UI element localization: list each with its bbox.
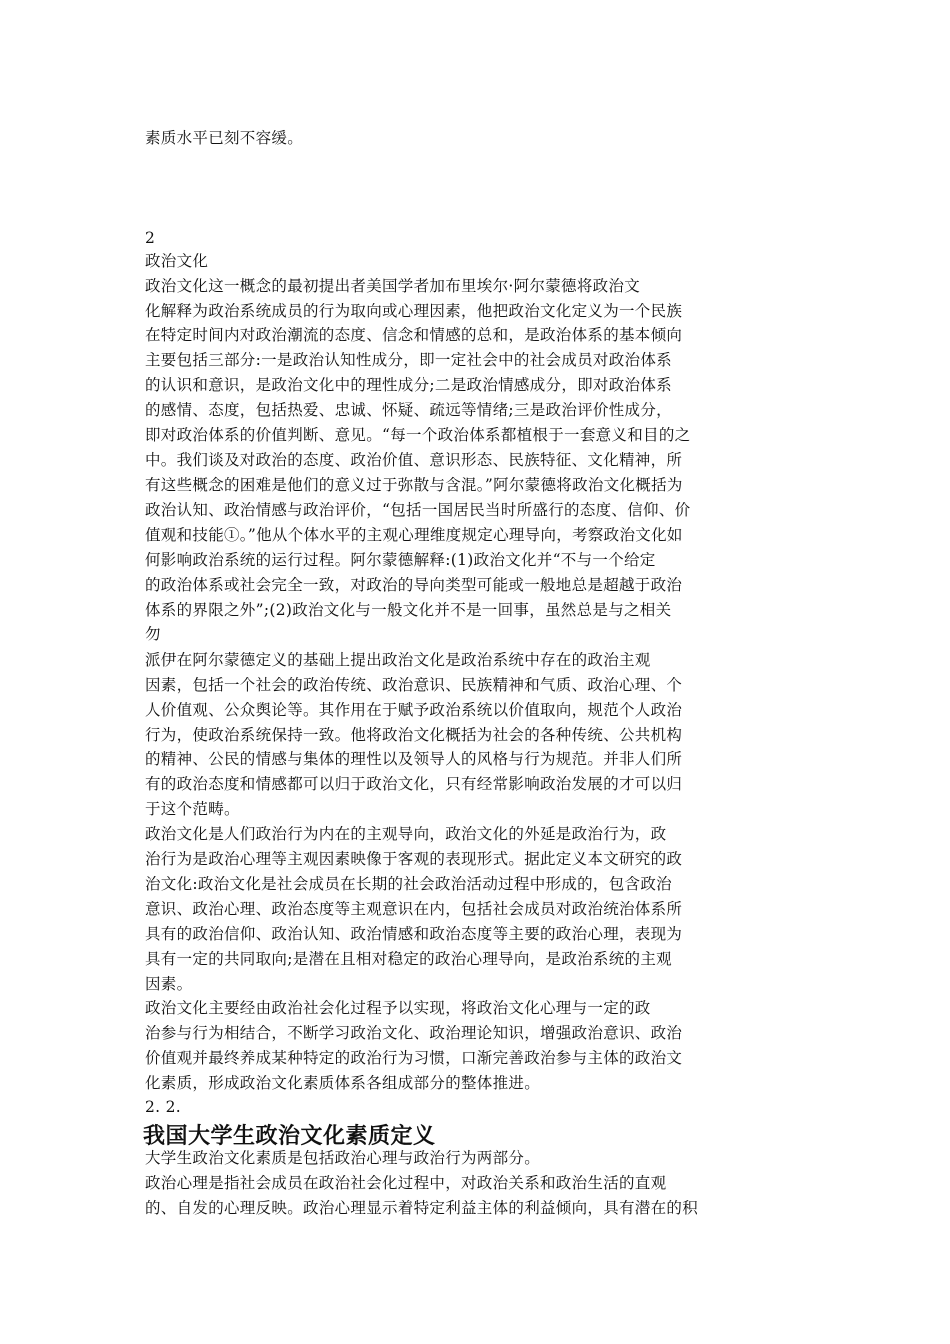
text-line: 化素质，形成政治文化素质体系各组成部分的整体推进。 <box>145 1074 541 1092</box>
text-line: 因素，包括一个社会的政治传统、政治意识、民族精神和气质、政治心理、个 <box>145 676 683 694</box>
text-line: 政治认知、政治情感与政治评价，“包括一国居民当时所盛行的态度、信仰、价 <box>145 501 691 519</box>
text-line: 的感情、态度，包括热爱、忠诚、怀疑、疏远等情绪;三是政治评价性成分， <box>145 401 672 419</box>
text-line: 素质水平已刻不容缓。 <box>145 129 304 147</box>
text-line: 具有的政治信仰、政治认知、政治情感和政治态度等主要的政治心理，表现为 <box>145 925 683 943</box>
text-line: 即对政治体系的价值判断、意见。“每一个政治体系都植根于一套意义和目的之 <box>145 426 691 444</box>
text-line: 治参与行为相结合，不断学习政治文化、政治理论知识，增强政治意识、政治 <box>145 1024 683 1042</box>
text-line: 中。我们谈及对政治的态度、政治价值、意识形态、民族特征、文化精神，所 <box>145 451 683 469</box>
text-line: 体系的界限之外”;(2)政治文化与一般文化并不是一回事，虽然总是与之相关 <box>145 601 672 619</box>
text-line: 的精神、公民的情感与集体的理性以及领导人的风格与行为规范。并非人们所 <box>145 750 683 768</box>
text-line: 的政治体系或社会完全一致，对政治的导向类型可能或一般地总是超越于政治 <box>145 576 683 594</box>
text-line: 政治心理是指社会成员在政治社会化过程中，对政治关系和政治生活的直观 <box>145 1174 667 1192</box>
text-line: 价值观并最终养成某种特定的政治行为习惯，口渐完善政治参与主体的政治文 <box>145 1049 683 1067</box>
text-line: 因素。 <box>145 975 193 993</box>
text-line: 何影响政治系统的运行过程。阿尔蒙德解释:(1)政治文化并“不与一个给定 <box>145 551 656 569</box>
text-line: 勿 <box>145 625 161 643</box>
text-line: 在特定时间内对政治潮流的态度、信念和情感的总和，是政治体系的基本倾向 <box>145 326 683 344</box>
text-line: 于这个范畴。 <box>145 800 240 818</box>
text-line: 治行为是政治心理等主观因素映像于客观的表现形式。据此定义本文研究的政 <box>145 850 683 868</box>
subsection-number: 2. 2. <box>145 1098 182 1116</box>
text-line: 的、自发的心理反映。政治心理显示着特定利益主体的利益倾向，具有潜在的积 <box>145 1199 699 1217</box>
section-title: 政治文化 <box>145 252 209 270</box>
text-line: 派伊在阿尔蒙德定义的基础上提出政治文化是政治系统中存在的政治主观 <box>145 651 651 669</box>
text-line: 值观和技能①。”他从个体水平的主观心理维度规定心理导向，考察政治文化如 <box>145 526 683 544</box>
text-line: 的认识和意识，是政治文化中的理性成分;二是政治情感成分，即对政治体系 <box>145 376 672 394</box>
subsection-heading: 我国大学生政治文化素质定义 <box>143 1123 436 1149</box>
text-line: 有的政治态度和情感都可以归于政治文化，只有经常影响政治发展的才可以归 <box>145 775 683 793</box>
text-line: 有这些概念的困难是他们的意义过于弥散与含混。”阿尔蒙德将政治文化概括为 <box>145 476 683 494</box>
text-line: 人价值观、公众舆论等。其作用在于赋予政治系统以价值取向，规范个人政治 <box>145 701 683 719</box>
text-line: 政治文化是人们政治行为内在的主观导向，政治文化的外延是政治行为，政 <box>145 825 667 843</box>
text-line: 政治文化这一概念的最初提出者美国学者加布里埃尔·阿尔蒙德将政治文 <box>145 277 641 295</box>
text-line: 治文化:政治文化是社会成员在长期的社会政治活动过程中形成的，包含政治 <box>145 875 672 893</box>
text-line: 化解释为政治系统成员的行为取向或心理因素，他把政治文化定义为一个民族 <box>145 302 683 320</box>
text-line: 行为，使政治系统保持一致。他将政治文化概括为社会的各种传统、公共机构 <box>145 726 683 744</box>
text-line: 政治文化主要经由政治社会化过程予以实现，将政治文化心理与一定的政 <box>145 999 651 1017</box>
text-line: 意识、政治心理、政治态度等主观意识在内，包括社会成员对政治统治体系所 <box>145 900 683 918</box>
text-line: 主要包括三部分:一是政治认知性成分，即一定社会中的社会成员对政治体系 <box>145 351 672 369</box>
text-line: 具有一定的共同取向;是潜在且相对稳定的政治心理导向，是政治系统的主观 <box>145 950 672 968</box>
text-line: 大学生政治文化素质是包括政治心理与政治行为两部分。 <box>145 1149 541 1167</box>
section-number: 2 <box>145 229 156 247</box>
